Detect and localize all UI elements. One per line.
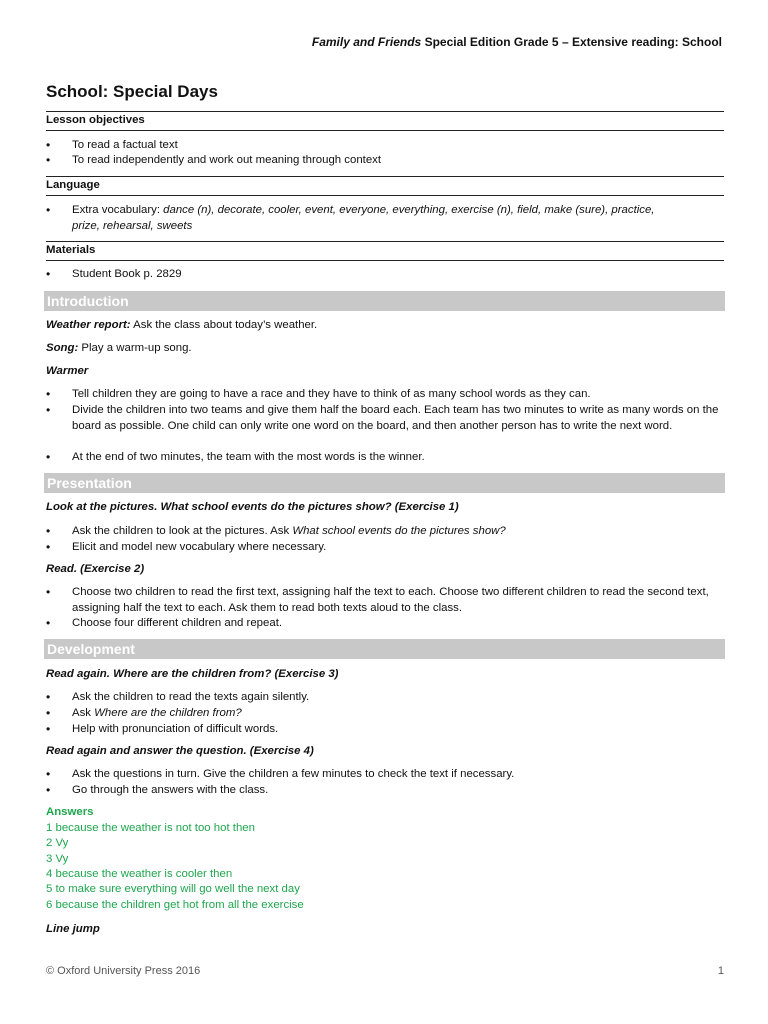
weather-text: Ask the class about today’s weather. — [130, 319, 318, 331]
warmer-item: • At the end of two minutes, the team with the most words is the winner. — [46, 450, 732, 466]
exercise-4-heading: Read again and answer the question. (Exercise 4) — [46, 745, 314, 757]
exercise-3-item: • Ask the children to read the texts again silently. — [46, 690, 732, 706]
answer-line: 3 Vy — [46, 853, 69, 865]
exercise-1-heading: Look at the pictures. What school events do the pictures show? (Exercise 1) — [46, 501, 459, 513]
copyright-footer: © Oxford University Press 2016 — [46, 965, 201, 977]
exercise-2-heading: Read. (Exercise 2) — [46, 563, 145, 575]
divider — [46, 130, 724, 131]
vocab-list-cont: prize, rehearsal, sweets — [72, 219, 193, 232]
answers-label: Answers — [46, 806, 94, 818]
answer-line: 1 because the weather is not too hot then — [46, 822, 255, 834]
warmer-item: • Divide the children into two teams and give them half the board each. Each team has two minutes to write as many words on the board as possible. One child can only write one word on the board, and then another person has to write the next word. — [46, 403, 732, 434]
section-bar-introduction: Introduction — [44, 291, 725, 311]
section-bar-development: Development — [44, 639, 725, 659]
exercise-3-item: • Help with pronunciation of difficult words. — [46, 722, 732, 738]
page-number: 1 — [717, 965, 724, 977]
exercise-1-item — [46, 524, 732, 540]
header-rest: Special Edition Grade 5 – Extensive reading: School — [421, 35, 722, 49]
divider — [46, 260, 724, 261]
divider — [46, 241, 724, 242]
divider — [46, 176, 724, 177]
exercise-4-item: • Ask the questions in turn. Give the children a few minutes to check the text if necessary. — [46, 767, 732, 783]
materials-label: Materials — [46, 244, 96, 256]
vocabulary-item — [46, 203, 732, 234]
exercise-2-item: • Choose two children to read the first text, assigning half the text to each. Choose two different children to read the second text, assigning half the text to each. Ask them to read both texts aloud to the class. — [46, 585, 732, 616]
series-title: Family and Friends — [311, 35, 422, 49]
materials-item: • Student Book p. 2829 — [46, 267, 732, 283]
objective-item: • To read independently and work out meaning through context — [46, 153, 732, 169]
divider — [46, 111, 724, 112]
vocab-prefix: Extra vocabulary: — [72, 204, 164, 216]
item-text: Ask the children to look at the pictures. Ask — [72, 525, 293, 537]
answer-line: 6 because the children get hot from all the exercise — [46, 899, 304, 911]
exercise-4-item: • Go through the answers with the class. — [46, 783, 732, 799]
exercise-3-heading: Read again. Where are the children from? (Exercise 3) — [46, 668, 339, 680]
item-question: Where are the children from? — [94, 707, 242, 719]
language-label: Language — [46, 179, 100, 191]
song — [46, 342, 192, 354]
page-title: School: Special Days — [46, 82, 218, 101]
section-bar-presentation: Presentation — [44, 473, 725, 493]
weather-report — [46, 319, 317, 331]
vocab-list: dance (n), decorate, cooler, event, everyone, everything, exercise (n), field, make (sure), practice, — [163, 204, 655, 216]
warmer-heading: Warmer — [46, 365, 89, 377]
objectives-label: Lesson objectives — [46, 114, 145, 126]
exercise-1-item: • Elicit and model new vocabulary where necessary. — [46, 540, 732, 556]
answer-line: 2 Vy — [46, 837, 69, 849]
weather-label: Weather report: — [46, 319, 131, 331]
line-jump-heading: Line jump — [46, 923, 100, 935]
running-header — [282, 35, 722, 49]
song-text: Play a warm-up song. — [78, 342, 192, 354]
exercise-3-item — [46, 706, 732, 722]
objective-item: • To read a factual text — [46, 138, 732, 154]
divider — [46, 195, 724, 196]
answer-line: 5 to make sure everything will go well the next day — [46, 883, 300, 895]
song-label: Song: — [46, 342, 79, 354]
warmer-item: • Tell children they are going to have a race and they have to think of as many school words as they can. — [46, 387, 732, 403]
item-text: Ask — [72, 707, 95, 719]
answer-line: 4 because the weather is cooler then — [46, 868, 233, 880]
exercise-2-item: • Choose four different children and repeat. — [46, 616, 732, 632]
item-question: What school events do the pictures show? — [292, 525, 506, 537]
